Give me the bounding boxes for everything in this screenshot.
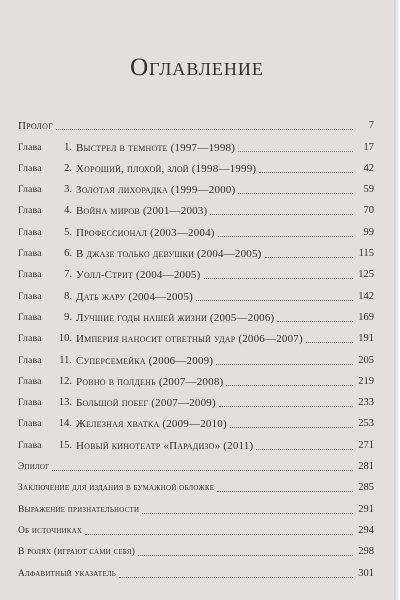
toc-page-number: 298 <box>358 546 374 558</box>
chapter-number: 11. <box>59 354 72 366</box>
leader-dots <box>218 236 353 237</box>
chapter-number: 15. <box>58 439 72 451</box>
toc-entry-title: Эпилог <box>18 462 50 473</box>
leader-dots <box>265 257 353 258</box>
leader-dots <box>56 129 353 130</box>
toc-entry-title: Выражение признательности <box>18 504 140 515</box>
toc-page-number: 17 <box>363 141 374 153</box>
toc-row <box>18 133 374 154</box>
leader-dots <box>52 470 353 471</box>
chapter-number: 2. <box>64 162 72 174</box>
chapter-prefix: Глава <box>18 398 42 409</box>
leader-dots <box>217 491 353 492</box>
chapter-number: 8. <box>64 290 72 302</box>
toc-page-number: 281 <box>358 461 374 473</box>
toc-entry-title: Суперсемейка (2006—2009) <box>76 354 214 367</box>
chapter-prefix: Глава <box>18 419 42 430</box>
chapter-prefix: Глава <box>18 206 42 217</box>
chapter-prefix: Глава <box>18 249 42 260</box>
toc-row <box>18 282 374 303</box>
toc-row <box>18 155 374 176</box>
toc-row <box>18 325 374 346</box>
toc-row <box>18 304 374 325</box>
leader-dots <box>196 300 353 301</box>
toc-page-number: 7 <box>368 120 374 132</box>
toc-row <box>18 240 374 261</box>
page-title: Оглавление <box>130 54 264 81</box>
toc-page-number: 42 <box>363 162 374 174</box>
toc-page-number: 205 <box>358 354 374 366</box>
toc-entry-title: Лучшие годы нашей жизни (2005—2006) <box>76 311 275 324</box>
leader-dots <box>306 342 353 343</box>
toc-page-number: 233 <box>358 397 374 409</box>
toc-row <box>18 410 374 431</box>
toc-entry-title: Выстрел в темноте (1997—1998) <box>76 141 236 154</box>
toc-row <box>18 453 374 474</box>
toc-page-number: 70 <box>363 205 374 217</box>
chapter-number: 9. <box>64 311 72 323</box>
chapter-prefix: Глава <box>18 355 42 366</box>
toc-page-number: 253 <box>358 418 374 430</box>
leader-dots <box>138 555 353 556</box>
toc-entry-title: Большой побег (2007—2009) <box>76 397 216 410</box>
toc-entry-title: Ровно в полдень (2007—2008) <box>76 375 224 388</box>
toc-page-number: 142 <box>358 290 374 302</box>
toc-row <box>18 112 374 133</box>
chapter-prefix: Глава <box>18 270 42 281</box>
toc-row <box>18 346 374 367</box>
chapter-number: 5. <box>64 226 72 238</box>
chapter-number: 6. <box>64 248 72 260</box>
toc-page-number: 271 <box>358 439 374 451</box>
chapter-number: 7. <box>64 269 72 281</box>
leader-dots <box>238 193 353 194</box>
toc-page-number: 59 <box>363 184 374 196</box>
leader-dots <box>85 534 353 535</box>
table-of-contents <box>18 112 374 581</box>
chapter-number: 12. <box>58 375 72 387</box>
toc-entry-title: Война миров (2001—2003) <box>76 205 208 218</box>
toc-row <box>18 538 374 559</box>
chapter-prefix: Глава <box>18 376 42 387</box>
toc-page-number: 115 <box>358 248 374 260</box>
leader-dots <box>259 172 353 173</box>
toc-entry-title: Уолл-Стрит (2004—2005) <box>76 269 201 282</box>
toc-entry-title: Золотая лихорадка (1999—2000) <box>76 184 236 197</box>
toc-row <box>18 431 374 452</box>
toc-page-number: 294 <box>358 524 374 536</box>
chapter-prefix: Глава <box>18 440 42 451</box>
chapter-prefix: Глава <box>18 334 42 345</box>
toc-entry-title: В ролях (играют сами себя) <box>18 547 136 558</box>
leader-dots <box>216 364 353 365</box>
leader-dots <box>226 385 353 386</box>
toc-entry-title: Империя наносит ответный удар (2006—2007) <box>76 333 303 346</box>
toc-page-number: 301 <box>358 567 374 579</box>
toc-row <box>18 368 374 389</box>
toc-entry-title: Об источниках <box>18 525 83 536</box>
chapter-number: 3. <box>64 184 72 196</box>
toc-entry-title: Заключение для издания в бумажной обложке <box>18 483 215 494</box>
toc-entry-title: Новый кинотеатр «Парадизо» (2011) <box>76 439 254 452</box>
leader-dots <box>256 449 353 450</box>
toc-row <box>18 559 374 580</box>
chapter-prefix: Глава <box>18 227 42 238</box>
chapter-number: 10. <box>58 333 72 345</box>
toc-row <box>18 261 374 282</box>
chapter-prefix: Глава <box>18 163 42 174</box>
toc-entry-title: В джазе только девушки (2004—2005) <box>76 248 262 261</box>
chapter-prefix: Глава <box>18 142 42 153</box>
toc-page-number: 191 <box>358 333 374 345</box>
leader-dots <box>238 151 353 152</box>
page-edge <box>394 0 400 600</box>
leader-dots <box>219 406 353 407</box>
toc-entry-title: Дать жару (2004—2005) <box>76 290 193 303</box>
leader-dots <box>210 214 353 215</box>
chapter-prefix: Глава <box>18 185 42 196</box>
leader-dots <box>277 321 353 322</box>
chapter-number: 13. <box>58 397 72 409</box>
toc-row <box>18 517 374 538</box>
toc-entry-title: Алфавитный указатель <box>18 568 116 579</box>
chapter-prefix: Глава <box>18 312 42 323</box>
toc-entry-title: Пролог <box>18 120 53 133</box>
chapter-number: 1. <box>64 141 72 153</box>
leader-dots <box>119 577 353 578</box>
toc-entry-title: Железная хватка (2009—2010) <box>76 418 227 431</box>
toc-page-number: 291 <box>358 503 374 515</box>
chapter-number: 4. <box>64 205 72 217</box>
leader-dots <box>142 513 353 514</box>
toc-page-number: 219 <box>358 375 374 387</box>
toc-row <box>18 474 374 495</box>
chapter-number: 14. <box>58 418 72 430</box>
toc-row <box>18 495 374 516</box>
toc-row <box>18 389 374 410</box>
toc-page-number: 285 <box>358 482 374 494</box>
toc-entry-title: Профессионал (2003—2004) <box>76 226 215 239</box>
leader-dots <box>230 427 353 428</box>
toc-entry-title: Хороший, плохой, злой (1998—1999) <box>76 162 257 175</box>
chapter-prefix: Глава <box>18 291 42 302</box>
toc-page-number: 169 <box>358 311 374 323</box>
toc-row <box>18 197 374 218</box>
toc-row <box>18 218 374 239</box>
toc-page-number: 125 <box>358 269 374 281</box>
toc-page-number: 99 <box>363 226 374 238</box>
toc-row <box>18 176 374 197</box>
leader-dots <box>204 278 354 279</box>
